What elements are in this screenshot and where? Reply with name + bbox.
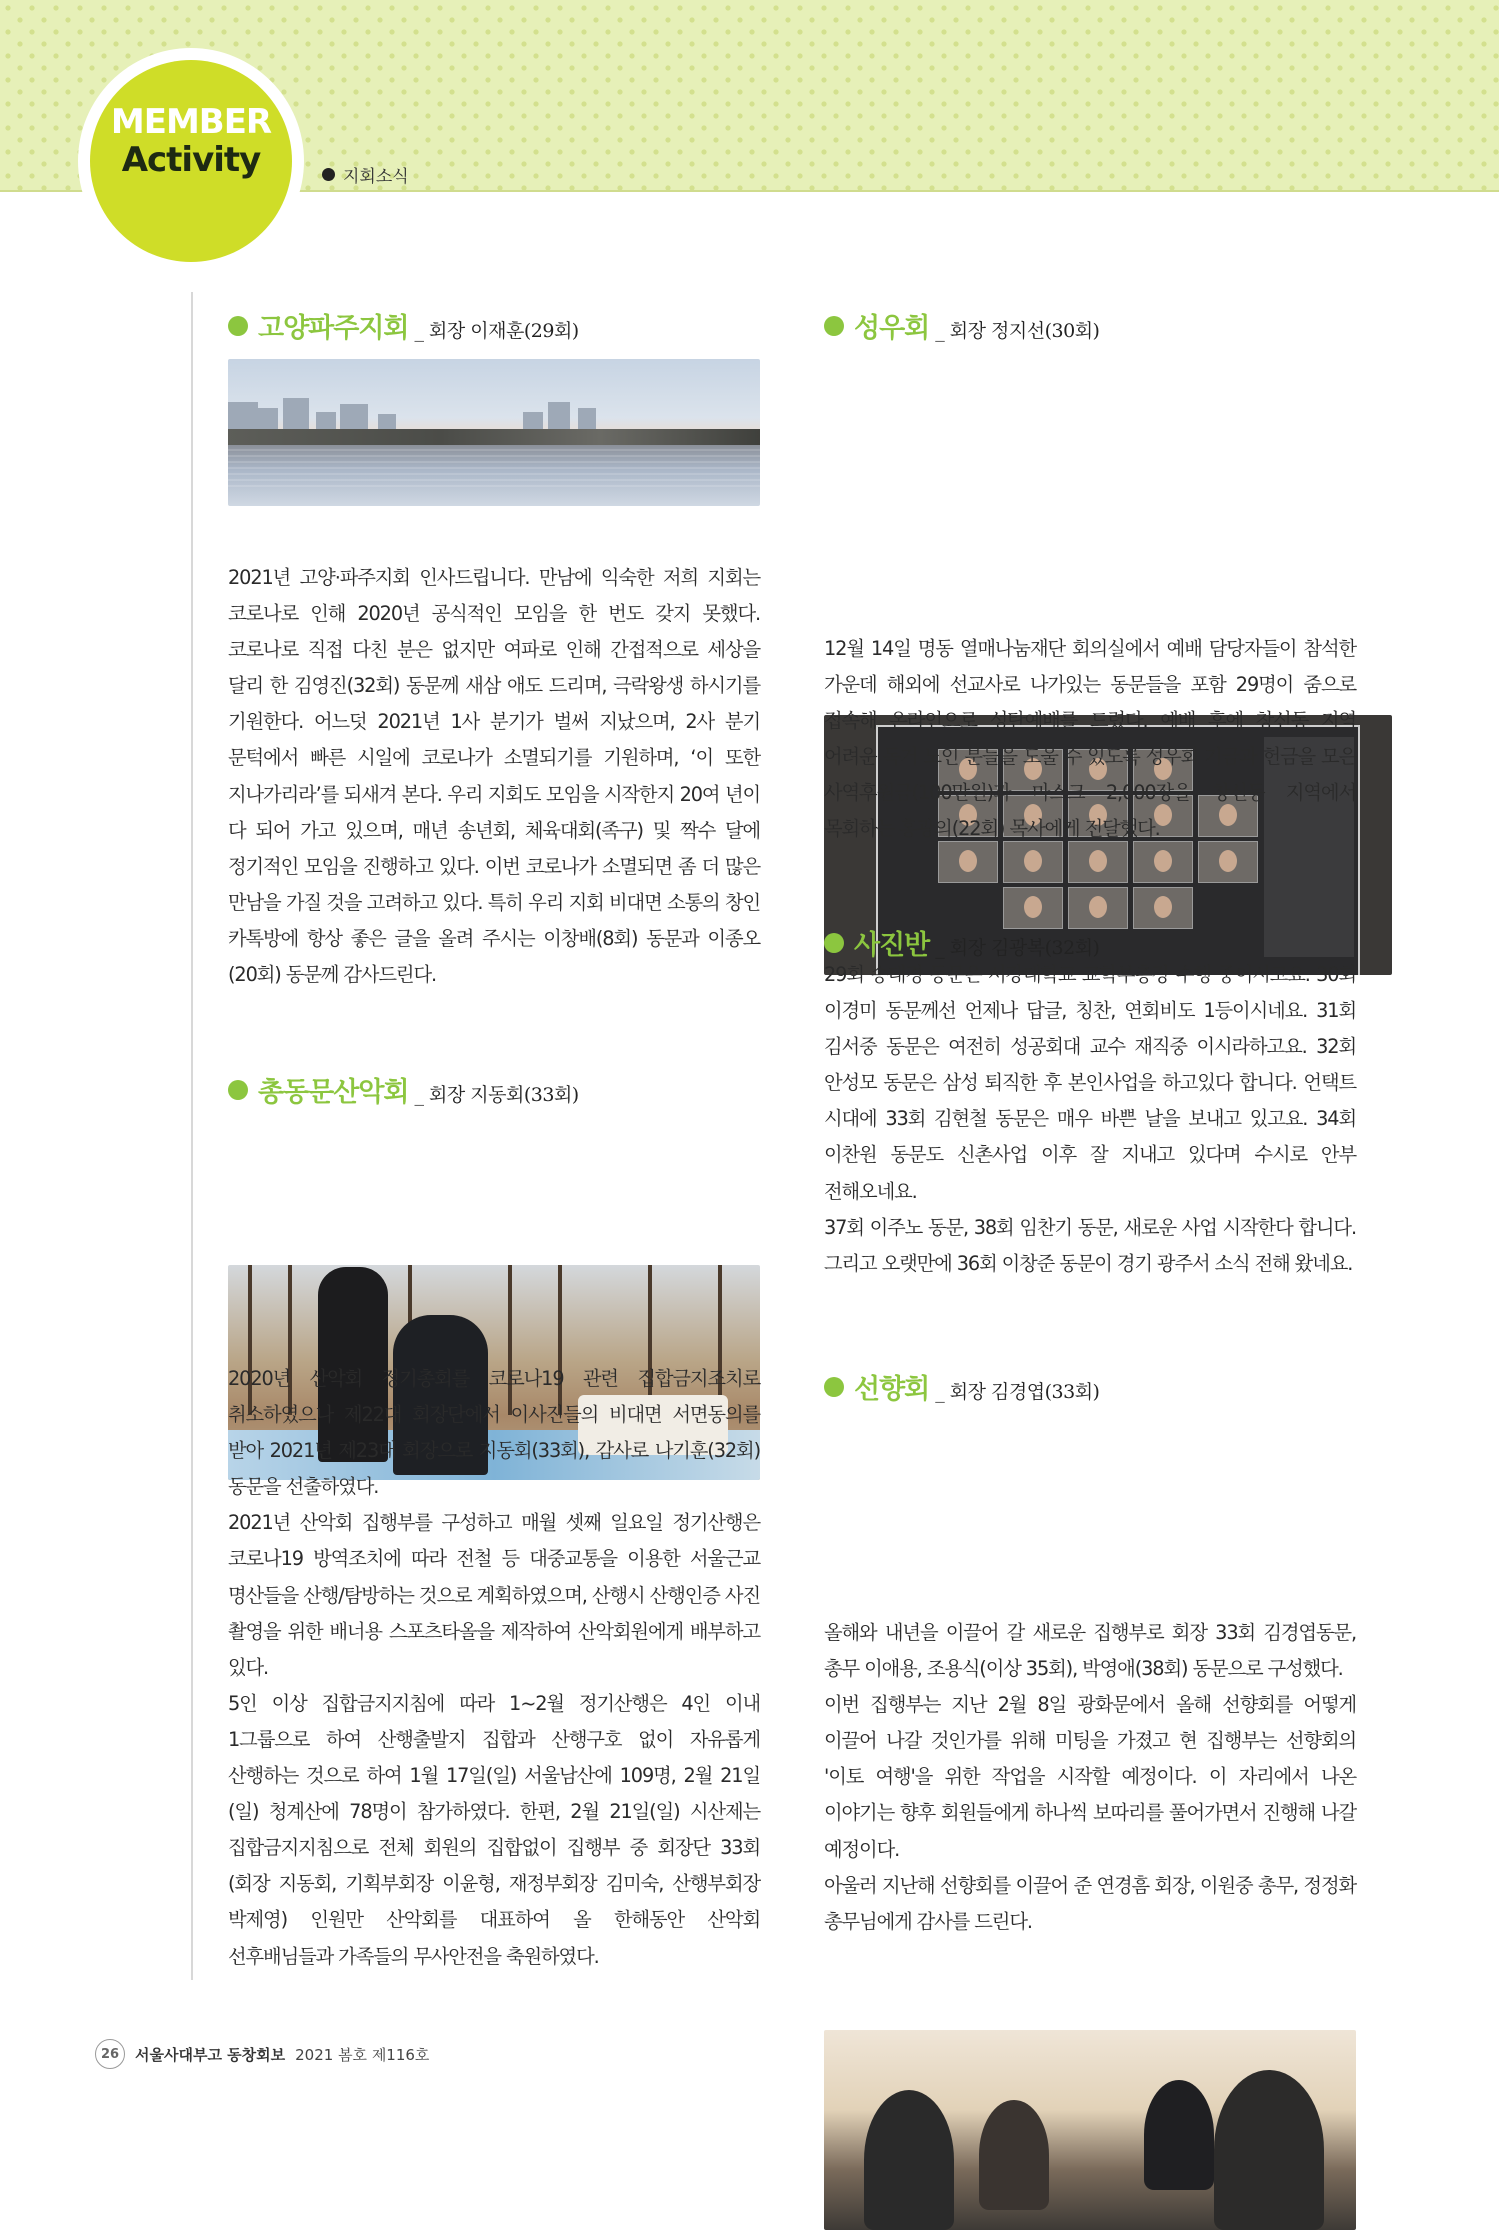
section-label-text: 지회소식 [343,167,409,187]
article-chongdong [228,1070,760,1109]
article-body [824,957,1356,1282]
article-heading [824,306,1356,345]
column-divider [191,292,193,1980]
article-title: 총동문산악회 [258,1077,409,1108]
member-activity-badge [90,60,292,262]
article-subtitle: _ 회장 김경엽(33회) [935,1381,1100,1403]
dinner-meeting-photo [824,2030,1356,2230]
article-body [824,1615,1356,1940]
article-title: 고양파주지회 [258,313,409,344]
paragraph: 아울러 지난해 선향회를 이끌어 준 연경흠 회장, 이원중 총무, 정정화 총무님에게 감사를 드린다. [824,1873,1356,1933]
page-footer [95,2039,429,2069]
article-goyang [228,306,760,345]
publication-name: 서울사대부고 동창회보 [135,2045,286,2064]
article-heading [824,1367,1356,1406]
issue-label: 2021 봄호 제116호 [295,2045,430,2064]
paragraph: 2021년 고양·파주지회 인사드립니다. 만남에 익숙한 저희 지회는 코로나로 인해 2020년 공식적인 모임을 한 번도 갖지 못했다. 코로나로 직접 다친 분은 없지만 여파로 인해 간접적으로 세상을 달리 한 김영진(32회) 동문께 새삼 애도 드리며, 극락왕생 하시기를 기원한다. 어느덧 2021년 1사 분기가 벌써 지났으며, 2사 분기 문턱에서 빠른 시일에 코로나가 소멸되기를 기원하며, ‘이 또한 지나가리라’를 되새겨 본다. 우리 지회도 모임을 시작한지 20여 년이 다 되어 가고 있으며, 매년 송년회, 체육대회(족구) 및 짝수 달에 정기적인 모임을 진행하고 있다. 이번 코로나가 소멸되면 좀 더 많은 만남을 가질 것을 고려하고 있다. 특히 우리 지회 비대면 소통의 창인 카톡방에 항상 좋은 글을 올려 주시는 이창배(8회) 동문과 이종오(20회) 동문께 감사드린다. [228,566,760,987]
river-photo [228,359,760,506]
paragraph: 2020년 산악회 정기총회를 코로나19 관련 집합금지조치로 취소하였으나 제22대 회장단에서 이사진들의 비대면 서면동의를 받아 2021년 제23대 회장으로 지동회(33회), 감사로 나기훈(32회) 동문을 선출하였다. [228,1367,760,1499]
article-title: 사진반 [854,930,930,961]
bullet-icon [228,316,248,336]
bullet-icon [228,1080,248,1100]
article-heading [228,1070,760,1109]
paragraph: 29회 송태경 동문은 서강대학교 교학부총장 수행 중이시고요. 30회 이경미 동문께선 언제나 답글, 칭찬, 연회비도 1등이시네요. 31회 김서중 동문은 여전히 성공회대 교수 재직중 이시라하고요. 32회 안성모 동문은 삼성 퇴직한 후 본인사업을 하고있다 합니다. 언택트 시대에 33회 김현철 동문은 매우 바쁜 날을 보내고 있고요. 34회 이찬원 동문도 신촌사업 이후 잘 지내고 있다며 수시로 안부 전해오네요. [824,963,1356,1203]
article-body [824,631,1356,848]
article-title: 성우회 [854,313,930,344]
article-seongwoo [824,306,1356,345]
article-body [228,1361,760,1975]
article-subtitle: _ 회장 정지선(30회) [935,320,1100,342]
article-subtitle: _ 회장 이재훈(29회) [414,320,579,342]
section-label [322,162,409,187]
article-seonhyang [824,1367,1356,1406]
paragraph: 5인 이상 집합금지지침에 따라 1~2월 정기산행은 4인 이내 1그룹으로 하여 산행출발지 집합과 산행구호 없이 자유롭게 산행하는 것으로 하여 1월 17일(일) 서울남산에 109명, 2월 21일(일) 청계산에 78명이 참가하였다. 한편, 2월 21일(일) 시산제는 집합금지지침으로 전체 회원의 집합없이 집행부 중 회장단 33회(회장 지동회, 기획부회장 이윤형, 재정부회장 김미숙, 산행부회장 박제영) 인원만 산악회를 대표하여 올 한해동안 산악회 선후배님들과 가족들의 무사안전을 축원하였다. [228,1691,760,1968]
article-heading [228,306,760,345]
article-subtitle: _ 회장 김광복(32회) [935,937,1100,959]
page-number: 26 [95,2039,125,2069]
paragraph: 12월 14일 명동 열매나눔재단 회의실에서 예배 담당자들이 참석한 가운데 해외에 선교사로 나가있는 동문들을 포함 29명이 줌으로 접속해 온라인으로 성탄예배를 드렸다. 예배 후에 창신동 지역 어려운 독거 노인 분들을 도울 수 있도록 성우회 기금과 헌금을 모은 사역후원금(100만원)과 마스크 2,000장을 창신동 지역에서 목회하는 홍광의(22회) 목사에게 전달했다. [824,637,1356,841]
paragraph: 이번 집행부는 지난 2월 8일 광화문에서 올해 선향회를 어떻게 이끌어 나갈 것인가를 위해 미팅을 가졌고 현 집행부는 선향회의 '이토 여행'을 위한 작업을 시작할 예정이다. 이 자리에서 나온 이야기는 향후 회원들에게 하나씩 보따리를 풀어가면서 진행해 나갈 예정이다. [824,1693,1356,1861]
article-subtitle: _ 회장 지동회(33회) [414,1084,579,1106]
paragraph: 2021년 산악회 집행부를 구성하고 매월 셋째 일요일 정기산행은 코로나19 방역조치에 따라 전철 등 대중교통을 이용한 서울근교 명산들을 산행/탐방하는 것으로 계획하였으며, 산행시 산행인증 사진 촬영을 위한 배너용 스포츠타올을 제작하여 산악회원에게 배부하고 있다. [228,1511,760,1679]
badge-line-2: Activity [121,140,261,180]
article-body [228,560,760,993]
bullet-icon [824,316,844,336]
bullet-icon [322,168,335,181]
article-title: 선향회 [854,1374,930,1405]
bullet-icon [824,933,844,953]
paragraph: 37회 이주노 동문, 38회 임찬기 동문, 새로운 사업 시작한다 합니다. 그리고 오랫만에 36회 이창준 동문이 경기 광주서 소식 전해 왔네요. [824,1215,1356,1275]
bullet-icon [824,1377,844,1397]
paragraph: 올해와 내년을 이끌어 갈 새로운 집행부로 회장 33회 김경엽동문, 총무 이애용, 조용식(이상 35회), 박영애(38회) 동문으로 구성했다. [824,1621,1356,1681]
badge-line-1: MEMBER [110,102,272,142]
